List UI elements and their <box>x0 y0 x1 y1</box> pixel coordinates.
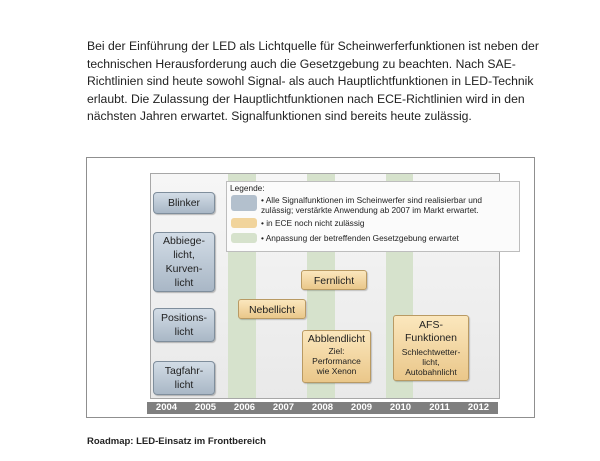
legend-swatch-green <box>231 233 257 243</box>
legend-text-ece: • in ECE noch nicht zulässig <box>261 218 365 228</box>
year-label: 2012 <box>467 402 490 413</box>
category-positionslicht: Positions- licht <box>153 308 215 342</box>
timeline-afs <box>393 315 469 381</box>
timeline-fernlicht <box>301 270 367 290</box>
nebellicht-label: Nebellicht <box>248 304 296 316</box>
year-label: 2011 <box>429 402 450 413</box>
roadmap-figure <box>86 157 535 418</box>
afs-subtext: Schlechtwetter- licht, Autobahnlicht <box>401 347 461 377</box>
legend-text-legislation: • Anpassung der betreffenden Gesetzgebung erwartet <box>261 233 459 243</box>
legend-swatch-blue <box>231 195 257 211</box>
year-axis <box>147 402 498 414</box>
year-label: 2005 <box>194 402 217 413</box>
timeline-nebellicht <box>238 299 306 319</box>
timeline-abblendlicht <box>302 330 371 383</box>
fernlicht-label: Fernlicht <box>313 275 355 287</box>
abblendlicht-subtext: Ziel: Performance wie Xenon <box>312 346 361 376</box>
legend-item-ece <box>231 218 364 228</box>
legend-item-signal <box>231 195 482 215</box>
year-label: 2006 <box>233 402 256 413</box>
year-label: 2010 <box>389 402 412 413</box>
year-label: 2008 <box>311 402 334 413</box>
legend-item-legislation <box>231 233 459 243</box>
abblendlicht-label: Abblendlicht <box>307 333 366 345</box>
intro-paragraph: Bei der Einführung der LED als Lichtquelle für Scheinwerferfunktionen ist neben der technischen Herausforderung auch die Gesetzgebung zu beachten. Nach SAE-Richtlinien sind heute sowohl Signal- als auch Hauptlichtfunktionen in LED-Technik erlaubt. Die Zulassung der Hauptlichtfunktionen nach ECE-Richtlinien wird in den nächsten Jahren erwartet. Signalfunktionen sind bereits heute zulässig. <box>87 39 539 124</box>
legend-text-signal: • Alle Signalfunktionen im Scheinwerfer sind realisierbar und zulässig; verstärkte Anwendung ab 2007 im Markt erwartet. <box>261 195 483 215</box>
year-label: 2009 <box>350 402 373 413</box>
category-abbiegelicht: Abbiege- licht, Kurven- licht <box>153 232 215 292</box>
category-blinker: Blinker <box>153 192 215 214</box>
year-label: 2004 <box>155 402 178 413</box>
category-tagfahrlicht: Tagfahr- licht <box>153 361 215 395</box>
legend-title: Legende: <box>230 183 265 193</box>
legend <box>226 181 520 252</box>
figure-caption: Roadmap: LED-Einsatz im Frontbereich <box>87 436 266 447</box>
afs-title: AFS- Funktionen <box>405 319 457 344</box>
year-label: 2007 <box>272 402 295 413</box>
legend-swatch-orange <box>231 218 257 228</box>
